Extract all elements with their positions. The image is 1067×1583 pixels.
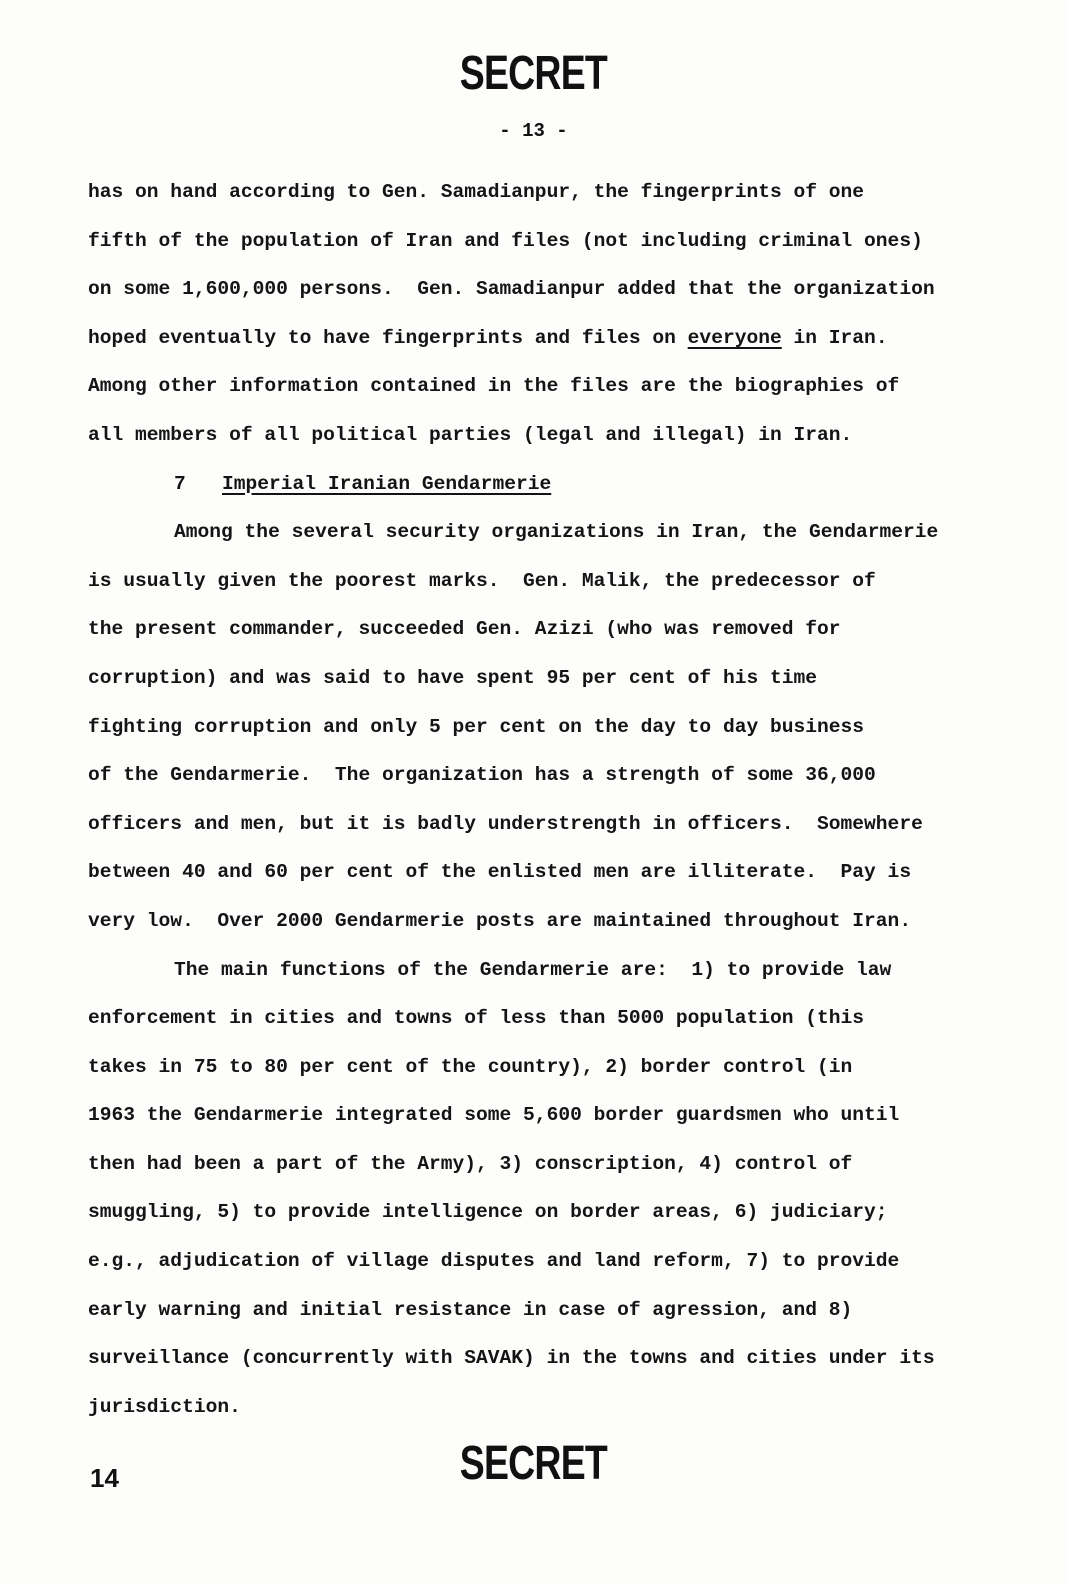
- text-segment: hoped eventually to have fingerprints and files on: [88, 326, 688, 349]
- underlined-word: everyone: [687, 326, 782, 349]
- text-line: Among other information contained in the files are the biographies of: [88, 375, 900, 398]
- text-line: very low. Over 2000 Gendarmerie posts are maintained throughout Iran.: [88, 909, 912, 932]
- text-line: [88, 314, 983, 363]
- classification-stamp-top: SECRET: [459, 47, 607, 100]
- classification-stamp-bottom: SECRET: [459, 1437, 607, 1490]
- text-line: then had been a part of the Army), 3) conscription, 4) control of: [88, 1152, 853, 1175]
- text-line: enforcement in cities and towns of less than 5000 population (this: [88, 1007, 865, 1030]
- text-line: jurisdiction.: [88, 1395, 241, 1418]
- text-line: fifth of the population of Iran and files (not including criminal ones): [88, 229, 923, 252]
- text-line: takes in 75 to 80 per cent of the country), 2) border control (in: [88, 1055, 853, 1078]
- text-line: has on hand according to Gen. Samadianpur, the fingerprints of one: [88, 181, 865, 203]
- document-body: [88, 168, 983, 1431]
- text-line: Among the several security organizations in Iran, the Gendarmerie: [174, 521, 939, 544]
- text-line: officers and men, but it is badly understrength in officers. Somewhere: [88, 812, 923, 835]
- text-line: e.g., adjudication of village disputes and land reform, 7) to provide: [88, 1250, 900, 1273]
- page-number-center: - 13 -: [499, 120, 568, 142]
- text-line: surveillance (concurrently with SAVAK) in the towns and cities under its: [88, 1347, 935, 1370]
- text-line: early warning and initial resistance in case of agression, and 8): [88, 1298, 853, 1321]
- text-line: of the Gendarmerie. The organization has a strength of some 36,000: [88, 764, 876, 787]
- section-title: Imperial Iranian Gendarmerie: [222, 472, 552, 495]
- text-line: smuggling, 5) to provide intelligence on border areas, 6) judiciary;: [88, 1201, 888, 1224]
- text-line: 1963 the Gendarmerie integrated some 5,600 border guardsmen who until: [88, 1104, 900, 1127]
- text-line: fighting corruption and only 5 per cent on the day to day business: [88, 715, 865, 738]
- section-number: 7: [174, 472, 186, 495]
- text-line: between 40 and 60 per cent of the enlisted men are illiterate. Pay is: [88, 861, 912, 884]
- text-line: The main functions of the Gendarmerie are: 1) to provide law: [174, 958, 892, 981]
- text-line: on some 1,600,000 persons. Gen. Samadianpur added that the organization: [88, 278, 935, 301]
- section-heading: [88, 460, 983, 509]
- text-line: is usually given the poorest marks. Gen. Malik, the predecessor of: [88, 569, 876, 592]
- text-line: the present commander, succeeded Gen. Azizi (who was removed for: [88, 618, 841, 641]
- text-segment: in Iran.: [781, 326, 888, 349]
- text-line: all members of all political parties (legal and illegal) in Iran.: [88, 423, 853, 446]
- text-line: corruption) and was said to have spent 95 per cent of his time: [88, 666, 818, 689]
- page-number-corner: 14: [90, 1463, 119, 1493]
